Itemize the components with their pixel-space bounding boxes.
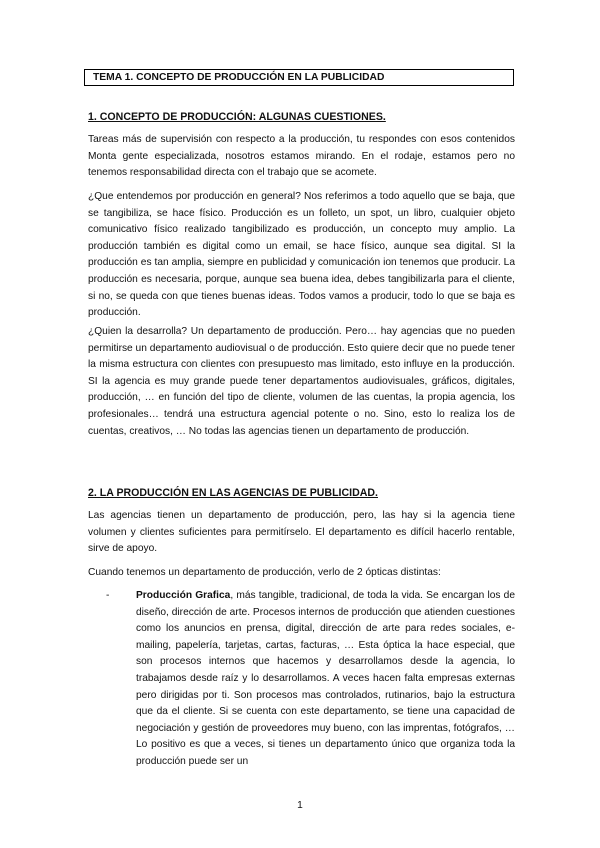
page-number: 1	[297, 800, 303, 811]
bullet-marker: -	[106, 590, 110, 601]
section2-heading: 2. LA PRODUCCIÓN EN LAS AGENCIAS DE PUBLICIDAD.	[88, 487, 378, 499]
bullet-item	[136, 588, 515, 771]
section1-paragraph-2: ¿Que entendemos por producción en general? Nos referimos a todo aquello que se baja, que se tangibiliza, se hace físico. Producción es un folleto, un spot, un libro, cualquier objeto comunicativo físico realizado tangibilizado es producción, un concepto muy amplio. La producción también es digital como un email, se hace físico, aunque sea digital. SI la producción es tan amplia, siempre en publicidad y comunicación ion tenemos que producir. La producción es necesaria, porque, aunque sea buena idea, debes tangibilizarla para el cliente, si no, se queda con que tienes buenas ideas. Todos vamos a producir, todo lo que se baja es producción.	[88, 191, 515, 319]
bullet-body: , más tangible, tradicional, de toda la vida. Se encargan los de diseño, dirección de arte. Procesos internos de producción que atienden cuestiones como los anuncios en prensa, digital, dirección de arte para redes sociales, e-mailing, papelería, tarjetas, cartas, facturas, … Esta óptica la hace especial, que son procesos internos que hacemos y desarrollamos desde la agencia, lo trabajamos desde raíz y lo desarrollamos. A veces hacen falta empresas externas pero dirigidas por ti. Son procesos mas controlados, rutinarios, bajo la estructura que da el cliente. Si se cuenta con este departamento, se tiene una capacidad de negociación y gestión de proveedores muy bueno, con las imprentas, fotógrafos, … Lo positivo es que a veces, si tienes un departamento único que organiza toda la producción puede ser un	[136, 590, 515, 767]
section1-heading: 1. CONCEPTO DE PRODUCCIÓN: ALGUNAS CUESTIONES.	[88, 111, 386, 123]
section1-paragraph-1: Tareas más de supervisión con respecto a la producción, tu respondes con esos contenidos Monta gente especializada, nosotros estamos mirando. En el rodaje, estamos pero no tenemos responsabilidad directa con el trabajo que se acomete.	[88, 134, 515, 179]
document-title: TEMA 1. CONCEPTO DE PRODUCCIÓN EN LA PUBLICIDAD	[84, 69, 514, 86]
bullet-term: Producción Grafica	[136, 590, 231, 601]
section2-paragraph-1: Las agencias tienen un departamento de producción, pero, las hay si la agencia tiene volumen y clientes suficientes para permitírselo. El departamento es difícil hacerlo rentable, sirve de apoyo.	[88, 510, 515, 555]
section2-paragraph-2: Cuando tenemos un departamento de producción, verlo de 2 ópticas distintas:	[88, 567, 441, 578]
section1-paragraph-3: ¿Quien la desarrolla? Un departamento de producción. Pero… hay agencias que no pueden permitirse un departamento audiovisual o de producción. Esto quiere decir que no puede tener la misma estructura con clientes con presupuesto mas limitado, esto influye en la producción. SI la agencia es muy grande puede tener departamentos audiovisuales, gráficos, digitales, producción, … en función del tipo de cliente, volumen de las cuentas, la propia agencia, los profesionales… tendrá una estructura agencial potente o no. Sino, esto lo realiza los de cuentas, creativos, … No todas las agencias tienen un departamento de producción.	[88, 326, 516, 437]
